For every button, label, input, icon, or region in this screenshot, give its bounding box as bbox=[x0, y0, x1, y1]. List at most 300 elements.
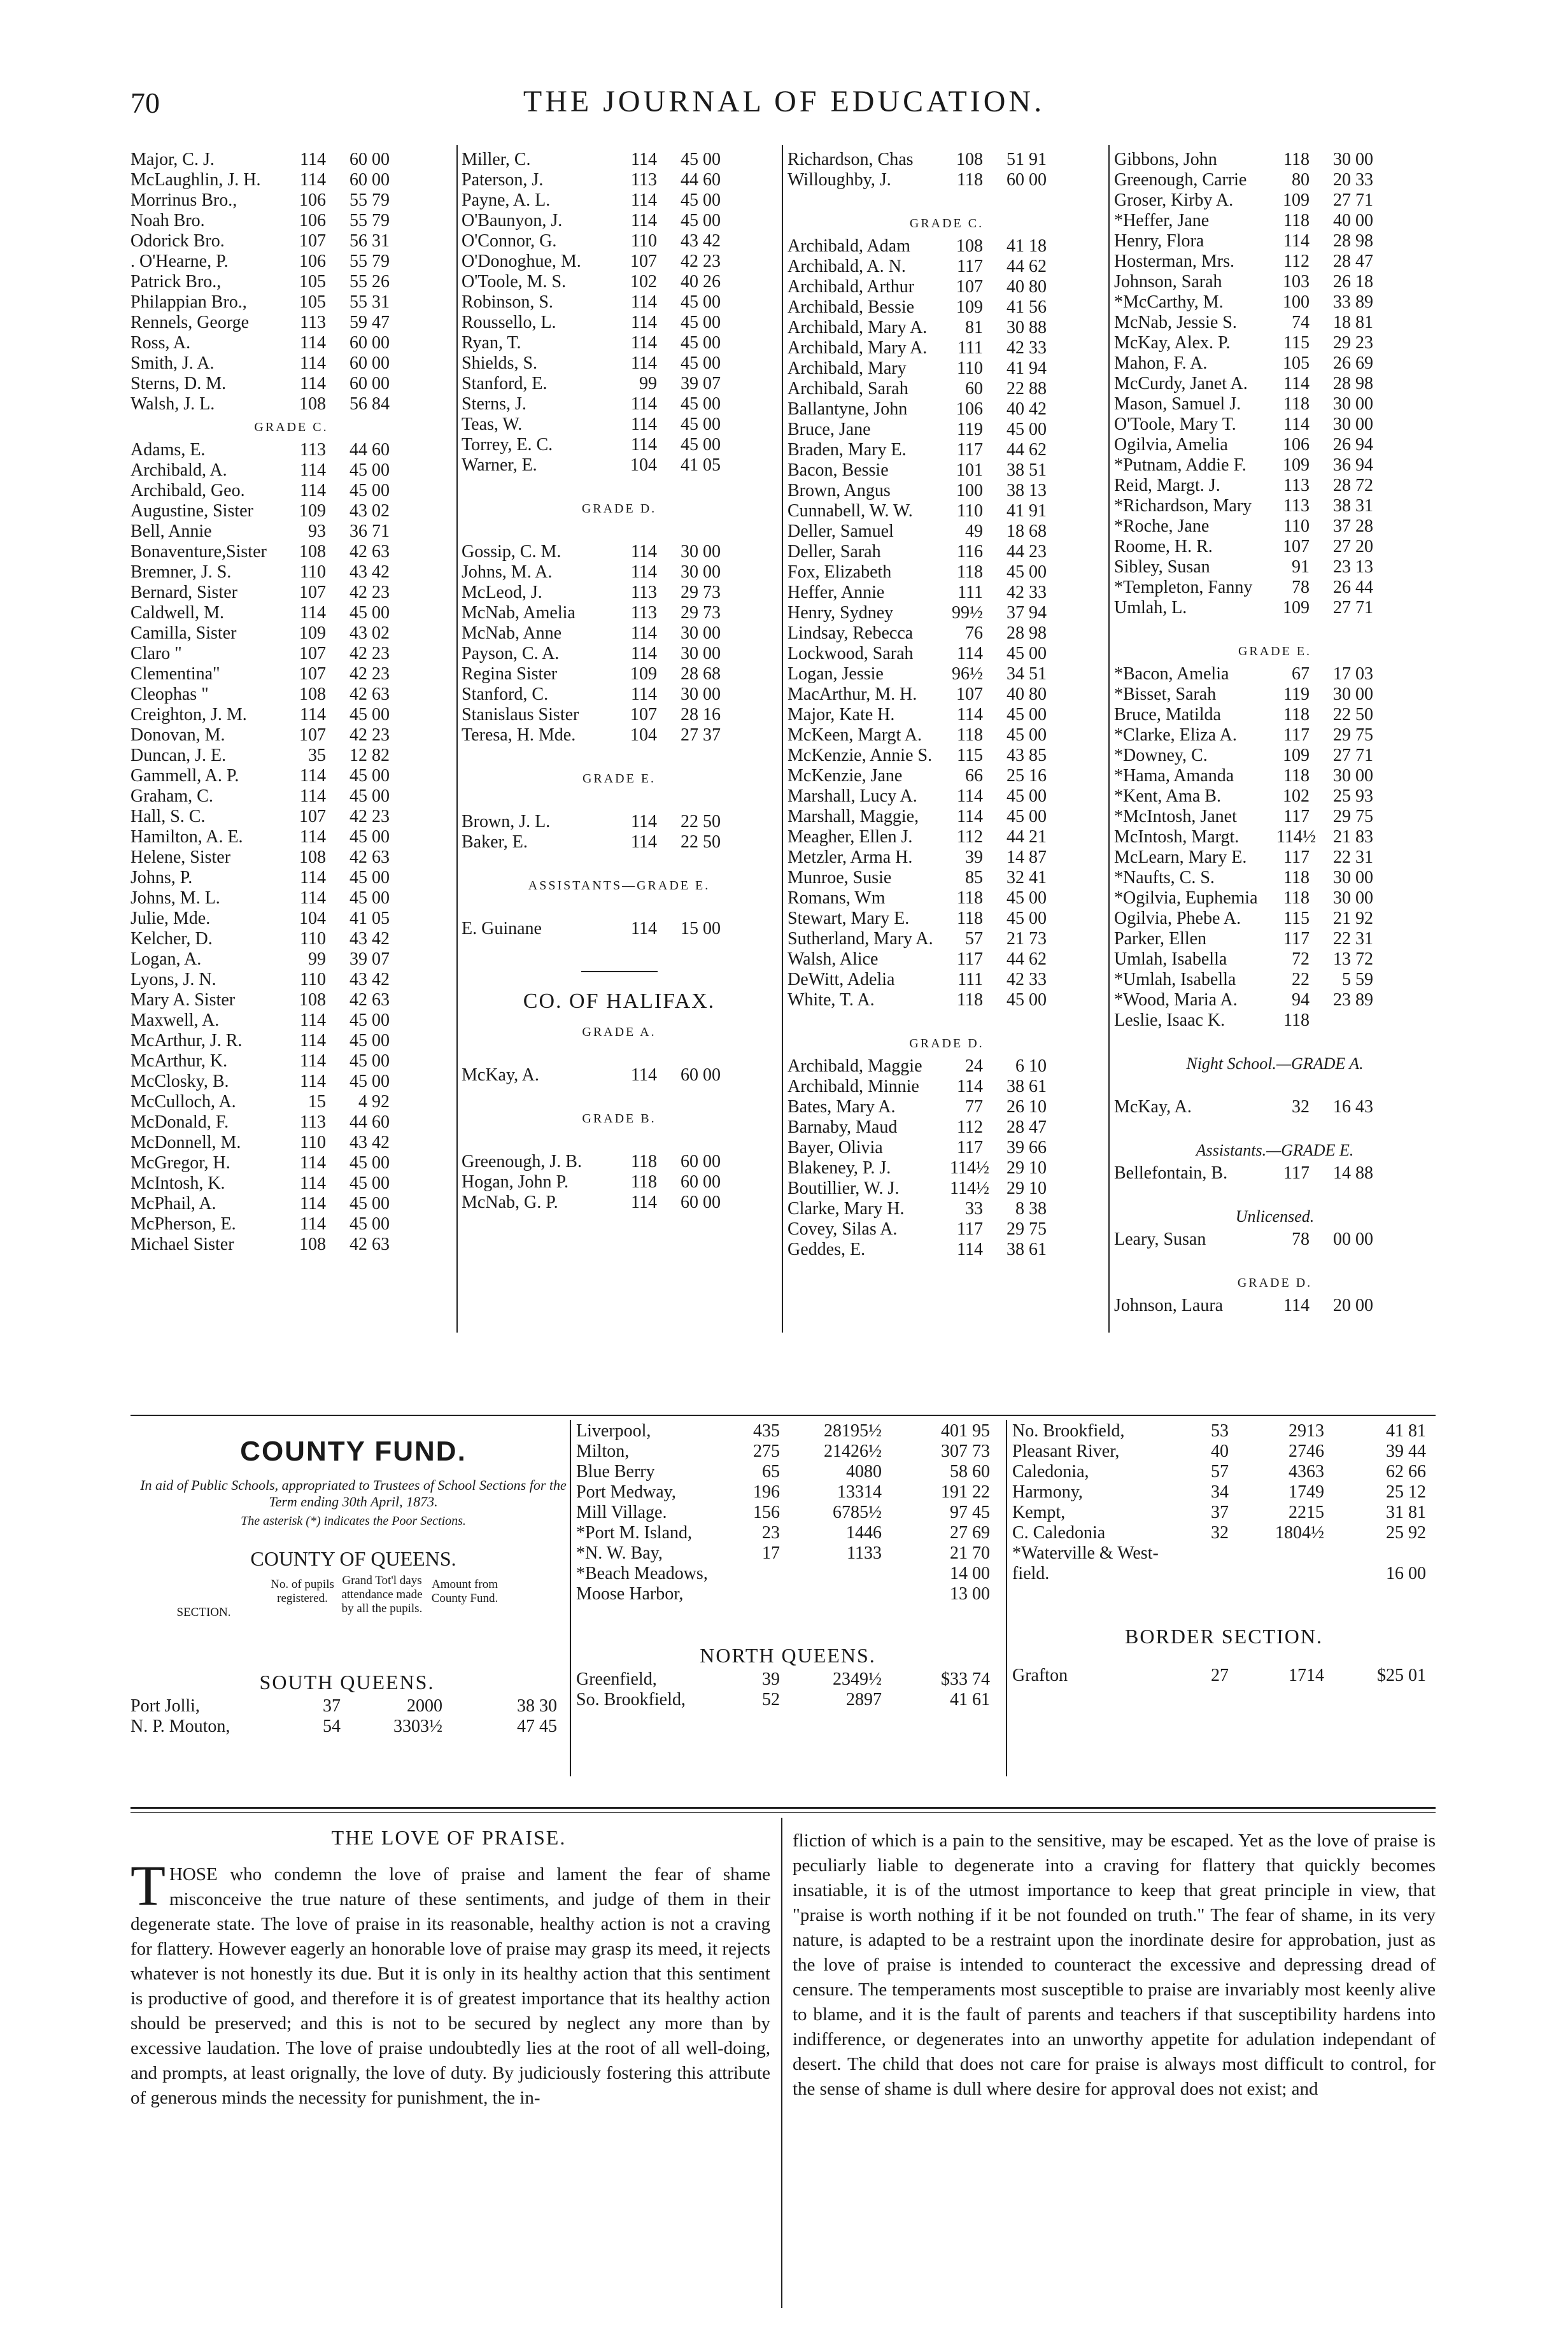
list-row bbox=[1114, 970, 1436, 990]
row-days: 113 bbox=[631, 603, 657, 623]
list-row bbox=[788, 725, 1106, 746]
row-amount: 29 10 bbox=[1006, 1158, 1047, 1178]
list-row bbox=[131, 440, 452, 460]
row-days: 57 bbox=[965, 929, 983, 949]
row-name: McNab, Amelia bbox=[462, 603, 576, 623]
list-row bbox=[1114, 868, 1436, 888]
row-name: Warner, E. bbox=[462, 455, 537, 475]
fund-row bbox=[1012, 1503, 1436, 1523]
row-days: 118 bbox=[631, 1152, 657, 1171]
row-name: Sibley, Susan bbox=[1114, 557, 1210, 577]
row-name: Umlah, Isabella bbox=[1114, 949, 1227, 969]
row-days: 67 bbox=[1292, 664, 1310, 684]
row-name: Johns, P. bbox=[131, 868, 193, 888]
row-name: Mason, Samuel J. bbox=[1114, 394, 1241, 414]
row-name: MacArthur, M. H. bbox=[788, 684, 917, 704]
row-amount: 26 94 bbox=[1333, 435, 1373, 455]
list-row bbox=[1114, 231, 1436, 251]
list-row bbox=[1114, 353, 1436, 374]
fund-section: So. Brookfield, bbox=[576, 1690, 686, 1709]
row-name: McPherson, E. bbox=[131, 1214, 236, 1234]
list-row bbox=[788, 257, 1106, 277]
row-amount: 30 00 bbox=[1333, 684, 1373, 704]
row-name: Bernard, Sister bbox=[131, 583, 237, 602]
row-days: 114 bbox=[300, 1173, 326, 1193]
list-row bbox=[788, 460, 1106, 481]
row-name: Richardson, Chas bbox=[788, 150, 914, 169]
row-days: 118 bbox=[1283, 766, 1310, 786]
row-name: Major, Kate H. bbox=[788, 705, 895, 725]
row-name: McKay, Alex. P. bbox=[1114, 333, 1231, 353]
row-amount: 17 03 bbox=[1333, 664, 1373, 684]
list-row bbox=[131, 190, 452, 211]
fund-pupils: 435 bbox=[753, 1421, 780, 1441]
row-name: E. Guinane bbox=[462, 919, 542, 938]
grade-heading: GRADE E. bbox=[582, 772, 656, 786]
row-name: *McIntosh, Janet bbox=[1114, 807, 1237, 826]
row-amount: 43 42 bbox=[350, 929, 390, 949]
row-amount: 27 71 bbox=[1333, 746, 1373, 765]
row-amount: 44 62 bbox=[1006, 949, 1047, 969]
list-row bbox=[1114, 435, 1436, 455]
row-days: 49 bbox=[965, 521, 983, 541]
row-name: Barnaby, Maud bbox=[788, 1117, 898, 1137]
list-row bbox=[462, 414, 777, 435]
row-name: Walsh, Alice bbox=[788, 949, 879, 969]
row-name: Roome, H. R. bbox=[1114, 537, 1213, 556]
list-row bbox=[788, 786, 1106, 807]
north-queens-heading: NORTH QUEENS. bbox=[700, 1644, 876, 1667]
row-name: Archibald, Arthur bbox=[788, 277, 915, 297]
list-row bbox=[788, 929, 1106, 949]
row-amount: 20 00 bbox=[1333, 1296, 1373, 1315]
row-amount: 43 42 bbox=[350, 970, 390, 989]
row-name: McArthur, J. R. bbox=[131, 1031, 243, 1051]
row-name: *Heffer, Jane bbox=[1114, 211, 1210, 230]
row-amount: 30 00 bbox=[681, 623, 721, 643]
fund-row bbox=[576, 1669, 999, 1690]
row-amount: 42 23 bbox=[350, 583, 390, 602]
list-row bbox=[788, 583, 1106, 603]
days-col-header: Grand Tot'l days attendance made by all the pupils. bbox=[341, 1574, 423, 1615]
row-amount: 33 89 bbox=[1333, 292, 1373, 312]
row-days: 114 bbox=[957, 786, 983, 806]
row-days: 39 bbox=[965, 847, 983, 867]
row-amount: 30 00 bbox=[1333, 394, 1373, 414]
fund-amount: 25 12 bbox=[1386, 1482, 1426, 1502]
list-row bbox=[1114, 1010, 1436, 1031]
list-row bbox=[1114, 827, 1436, 847]
row-name: Archibald, Sarah bbox=[788, 379, 908, 399]
list-row bbox=[1114, 170, 1436, 190]
row-days: 107 bbox=[630, 705, 657, 725]
row-days: 114 bbox=[300, 460, 326, 480]
fund-row bbox=[576, 1564, 999, 1584]
row-days: 114 bbox=[300, 827, 326, 847]
row-amount: 45 00 bbox=[1006, 420, 1047, 439]
row-name: Archibald, Mary A. bbox=[788, 318, 928, 337]
list-row bbox=[462, 211, 777, 231]
row-name: Leary, Susan bbox=[1114, 1229, 1206, 1249]
row-name: Archibald, Mary bbox=[788, 358, 907, 378]
row-days: 104 bbox=[299, 909, 326, 928]
fund-days: 1804½ bbox=[1275, 1523, 1324, 1543]
row-days: 109 bbox=[299, 501, 326, 521]
row-days: 117 bbox=[1283, 1163, 1310, 1183]
fund-amount: 191 22 bbox=[941, 1482, 990, 1502]
list-row bbox=[462, 190, 777, 211]
list-row bbox=[788, 170, 1106, 190]
row-name: McArthur, K. bbox=[131, 1051, 228, 1071]
list-row bbox=[131, 1235, 452, 1255]
list-row bbox=[788, 684, 1106, 705]
row-days: 114 bbox=[300, 481, 326, 500]
spacer bbox=[1114, 1117, 1436, 1138]
fund-days: 2349½ bbox=[833, 1669, 882, 1689]
row-name: McNab, Jessie S. bbox=[1114, 313, 1237, 332]
row-days: 106 bbox=[299, 251, 326, 271]
row-name: McCulloch, A. bbox=[131, 1092, 236, 1112]
list-row bbox=[1114, 394, 1436, 414]
spacer bbox=[1114, 1250, 1436, 1270]
north-queens-block bbox=[576, 1641, 999, 1710]
fund-days: 2897 bbox=[846, 1690, 882, 1709]
row-name: Torrey, E. C. bbox=[462, 435, 553, 455]
row-amount: 45 00 bbox=[681, 292, 721, 312]
row-amount: 29 75 bbox=[1333, 807, 1373, 826]
list-row bbox=[788, 705, 1106, 725]
school-list-column-4 bbox=[1114, 150, 1436, 1316]
row-amount: 36 94 bbox=[1333, 455, 1373, 475]
list-row bbox=[131, 684, 452, 705]
list-row bbox=[788, 399, 1106, 420]
list-row bbox=[131, 603, 452, 623]
list-row bbox=[131, 394, 452, 414]
list-row bbox=[788, 338, 1106, 358]
row-name: McLearn, Mary E. bbox=[1114, 847, 1247, 867]
row-name: Donovan, M. bbox=[131, 725, 225, 745]
row-amount: 42 23 bbox=[350, 807, 390, 826]
row-days: 105 bbox=[299, 272, 326, 292]
row-days: 114 bbox=[300, 888, 326, 908]
list-row bbox=[462, 353, 777, 374]
spacer bbox=[462, 1131, 777, 1152]
row-amount: 39 66 bbox=[1006, 1138, 1047, 1157]
fund-section: *Port M. Island, bbox=[576, 1523, 692, 1543]
fund-section: Milton, bbox=[576, 1441, 630, 1461]
list-row bbox=[788, 562, 1106, 583]
fund-amount: 14 00 bbox=[950, 1564, 990, 1583]
list-row bbox=[131, 150, 452, 170]
column-divider bbox=[782, 145, 783, 1333]
row-amount: 45 00 bbox=[1006, 990, 1047, 1010]
fund-amount: $25 01 bbox=[1377, 1666, 1426, 1685]
row-amount: 45 00 bbox=[681, 211, 721, 230]
row-name: Romans, Wm bbox=[788, 888, 886, 908]
row-amount: 21 73 bbox=[1006, 929, 1047, 949]
row-name: Walsh, J. L. bbox=[131, 394, 215, 414]
row-amount: 43 85 bbox=[1006, 746, 1047, 765]
row-days: 117 bbox=[957, 1219, 983, 1239]
list-row bbox=[1114, 150, 1436, 170]
list-row bbox=[788, 297, 1106, 318]
row-name: Graham, C. bbox=[131, 786, 213, 806]
fund-row bbox=[131, 1716, 563, 1737]
grade-heading: Unlicensed. bbox=[1235, 1207, 1315, 1226]
row-amount: 45 00 bbox=[681, 150, 721, 169]
column-divider bbox=[1006, 1420, 1007, 1776]
row-amount: 45 00 bbox=[350, 1153, 390, 1173]
list-row bbox=[788, 277, 1106, 297]
list-row bbox=[462, 562, 777, 583]
list-row bbox=[788, 1097, 1106, 1117]
section-divider bbox=[131, 1415, 1436, 1416]
row-name: McKenzie, Jane bbox=[788, 766, 903, 786]
row-days: 114 bbox=[631, 684, 657, 704]
list-row bbox=[131, 501, 452, 521]
list-row bbox=[788, 970, 1106, 990]
list-row bbox=[131, 766, 452, 786]
row-name: Patrick Bro., bbox=[131, 272, 222, 292]
row-amount: 45 00 bbox=[1006, 705, 1047, 725]
row-days: 114 bbox=[1283, 1296, 1310, 1315]
list-row bbox=[462, 725, 777, 746]
list-row bbox=[131, 521, 452, 542]
row-name: McNab, G. P. bbox=[462, 1193, 558, 1212]
fund-amount bbox=[1324, 1543, 1426, 1564]
fund-pupils: 52 bbox=[762, 1690, 780, 1709]
row-name: Archibald, Minnie bbox=[788, 1077, 919, 1096]
list-row bbox=[1114, 292, 1436, 313]
list-row bbox=[788, 664, 1106, 684]
grade-heading: GRADE A. bbox=[582, 1025, 656, 1039]
row-days: 33 bbox=[965, 1199, 983, 1219]
row-amount: 43 42 bbox=[350, 562, 390, 582]
fund-section: Liverpool, bbox=[576, 1421, 651, 1441]
row-days: 66 bbox=[965, 766, 983, 786]
list-row bbox=[131, 644, 452, 664]
row-amount: 27 71 bbox=[1333, 598, 1373, 618]
spacer bbox=[1114, 618, 1436, 639]
list-row bbox=[1114, 211, 1436, 231]
grade-heading: ASSISTANTS—GRADE E. bbox=[528, 879, 710, 893]
fund-amount: 307 73 bbox=[941, 1441, 990, 1461]
fund-pupils bbox=[723, 1564, 780, 1584]
row-name: Clarke, Mary H. bbox=[788, 1199, 905, 1219]
row-name: Heffer, Annie bbox=[788, 583, 885, 602]
row-days: 107 bbox=[956, 684, 983, 704]
row-amount: 38 51 bbox=[1006, 460, 1047, 480]
row-days: 109 bbox=[1283, 455, 1310, 475]
row-days: 113 bbox=[300, 313, 326, 332]
row-name: Marshall, Lucy A. bbox=[788, 786, 917, 806]
row-days: 107 bbox=[299, 583, 326, 602]
row-amount: 42 23 bbox=[350, 644, 390, 663]
row-name: *Roche, Jane bbox=[1114, 516, 1210, 536]
column-divider bbox=[1108, 145, 1110, 1333]
fund-row bbox=[1012, 1543, 1436, 1564]
fund-pupils: 34 bbox=[1211, 1482, 1229, 1502]
list-row bbox=[131, 460, 452, 481]
row-name: White, T. A. bbox=[788, 990, 875, 1010]
page-number: 70 bbox=[131, 87, 160, 119]
row-name: O'Toole, M. S. bbox=[462, 272, 567, 292]
list-row bbox=[131, 1051, 452, 1072]
row-amount: 28 16 bbox=[681, 705, 721, 725]
fund-days: 1446 bbox=[846, 1523, 882, 1543]
list-row bbox=[1114, 476, 1436, 496]
row-name: Bonaventure,Sister bbox=[131, 542, 267, 562]
row-days: 114 bbox=[1283, 374, 1310, 393]
row-days: 106 bbox=[299, 211, 326, 230]
row-amount: 40 26 bbox=[681, 272, 721, 292]
list-row bbox=[788, 318, 1106, 338]
row-name: Brown, Angus bbox=[788, 481, 891, 500]
row-days: 114 bbox=[1283, 414, 1310, 434]
row-name: Leslie, Isaac K. bbox=[1114, 1010, 1225, 1030]
row-amount: 45 00 bbox=[350, 868, 390, 888]
row-amount: 45 00 bbox=[350, 1173, 390, 1193]
list-row bbox=[131, 333, 452, 353]
row-days: 114 bbox=[300, 705, 326, 725]
row-name: Fox, Elizabeth bbox=[788, 562, 892, 582]
spacer bbox=[1114, 1077, 1436, 1097]
row-days: 118 bbox=[1283, 705, 1310, 725]
row-days: 114½ bbox=[950, 1179, 989, 1198]
fund-row bbox=[1012, 1441, 1436, 1462]
north-queens-rows bbox=[576, 1669, 999, 1710]
row-amount: 14 88 bbox=[1333, 1163, 1373, 1183]
list-row bbox=[131, 725, 452, 746]
row-days: 114 bbox=[631, 542, 657, 562]
row-amount: 38 13 bbox=[1006, 481, 1047, 500]
row-name: Stanford, C. bbox=[462, 684, 549, 704]
border-section-rows bbox=[1012, 1666, 1436, 1686]
grade-heading: GRADE B. bbox=[582, 1112, 656, 1126]
row-days: 114 bbox=[300, 150, 326, 169]
row-amount: 45 00 bbox=[350, 1051, 390, 1071]
short-divider bbox=[581, 971, 658, 972]
row-days: 108 bbox=[299, 684, 326, 704]
fund-section: *N. W. Bay, bbox=[576, 1543, 663, 1563]
row-days: 100 bbox=[956, 481, 983, 500]
list-row bbox=[462, 150, 777, 170]
list-row bbox=[1114, 251, 1436, 272]
row-name: *Naufts, C. S. bbox=[1114, 868, 1215, 888]
row-days: 113 bbox=[631, 170, 657, 190]
row-days: 72 bbox=[1292, 949, 1310, 969]
row-days: 114 bbox=[631, 1193, 657, 1212]
list-row bbox=[1114, 746, 1436, 766]
fund-row bbox=[576, 1441, 999, 1462]
row-days: 110 bbox=[1283, 516, 1310, 536]
list-row bbox=[462, 919, 777, 939]
row-name: Gibbons, John bbox=[1114, 150, 1217, 169]
row-amount: 60 00 bbox=[681, 1065, 721, 1085]
row-amount: 45 00 bbox=[350, 1010, 390, 1030]
page-title: THE JOURNAL OF EDUCATION. bbox=[523, 85, 1045, 118]
spacer bbox=[462, 853, 777, 873]
row-amount: 30 00 bbox=[1333, 150, 1373, 169]
row-amount: 38 31 bbox=[1333, 496, 1373, 516]
row-days: 108 bbox=[956, 150, 983, 169]
row-name: . O'Hearne, P. bbox=[131, 251, 229, 271]
row-days: 114 bbox=[300, 353, 326, 373]
row-name: Duncan, J. E. bbox=[131, 746, 227, 765]
row-name: Helene, Sister bbox=[131, 847, 231, 867]
list-row bbox=[131, 888, 452, 909]
list-row bbox=[462, 684, 777, 705]
row-days: 24 bbox=[965, 1056, 983, 1076]
list-row bbox=[1114, 537, 1436, 557]
row-days: 108 bbox=[299, 1235, 326, 1254]
row-days: 114 bbox=[631, 435, 657, 455]
row-name: Lyons, J. N. bbox=[131, 970, 216, 989]
row-amount: 39 07 bbox=[350, 949, 390, 969]
row-days: 118 bbox=[1283, 394, 1310, 414]
row-days: 107 bbox=[299, 807, 326, 826]
row-days: 108 bbox=[299, 394, 326, 414]
row-days: 106 bbox=[956, 399, 983, 419]
row-name: Sterns, J. bbox=[462, 394, 526, 414]
row-amount: 60 00 bbox=[350, 333, 390, 353]
fund-column-headers bbox=[131, 1574, 576, 1669]
list-row bbox=[788, 420, 1106, 440]
row-name: Cunnabell, W. W. bbox=[788, 501, 913, 521]
list-row bbox=[462, 170, 777, 190]
grade-heading: Assistants.—GRADE E. bbox=[1196, 1141, 1354, 1159]
row-amount: 41 18 bbox=[1006, 236, 1047, 256]
column-divider bbox=[456, 145, 458, 1333]
row-name: Noah Bro. bbox=[131, 211, 205, 230]
row-days: 35 bbox=[308, 746, 326, 765]
row-amount: 5 59 bbox=[1342, 970, 1373, 989]
row-name: Henry, Flora bbox=[1114, 231, 1204, 251]
row-name: McKenzie, Annie S. bbox=[788, 746, 933, 765]
row-days: 117 bbox=[1283, 807, 1310, 826]
row-days: 114 bbox=[300, 1153, 326, 1173]
row-name: Willoughby, J. bbox=[788, 170, 891, 190]
fund-section: C. Caledonia bbox=[1012, 1523, 1106, 1543]
fund-amount: 13 00 bbox=[950, 1584, 990, 1604]
row-amount: 34 51 bbox=[1006, 664, 1047, 684]
list-row bbox=[788, 236, 1106, 257]
row-name: Mary A. Sister bbox=[131, 990, 236, 1010]
row-name: Greenough, Carrie bbox=[1114, 170, 1247, 190]
row-name: McPhail, A. bbox=[131, 1194, 216, 1214]
fund-section: *Waterville & West- bbox=[1012, 1543, 1159, 1563]
row-name: Covey, Silas A. bbox=[788, 1219, 898, 1239]
row-amount: 60 00 bbox=[350, 353, 390, 373]
row-amount: 41 91 bbox=[1006, 501, 1047, 521]
list-row bbox=[131, 786, 452, 807]
row-name: McCurdy, Janet A. bbox=[1114, 374, 1248, 393]
row-days: 108 bbox=[299, 990, 326, 1010]
list-row bbox=[462, 272, 777, 292]
spacer bbox=[462, 1045, 777, 1065]
row-days: 118 bbox=[631, 1172, 657, 1192]
row-days: 111 bbox=[957, 970, 983, 989]
list-row bbox=[788, 358, 1106, 379]
row-days: 114 bbox=[631, 644, 657, 663]
row-amount: 56 84 bbox=[350, 394, 390, 414]
row-amount: 44 60 bbox=[350, 440, 390, 460]
list-row bbox=[788, 909, 1106, 929]
row-days: 110 bbox=[957, 501, 983, 521]
row-name: Creighton, J. M. bbox=[131, 705, 247, 725]
row-days: 102 bbox=[1283, 786, 1310, 806]
fund-amount: 401 95 bbox=[941, 1421, 990, 1441]
